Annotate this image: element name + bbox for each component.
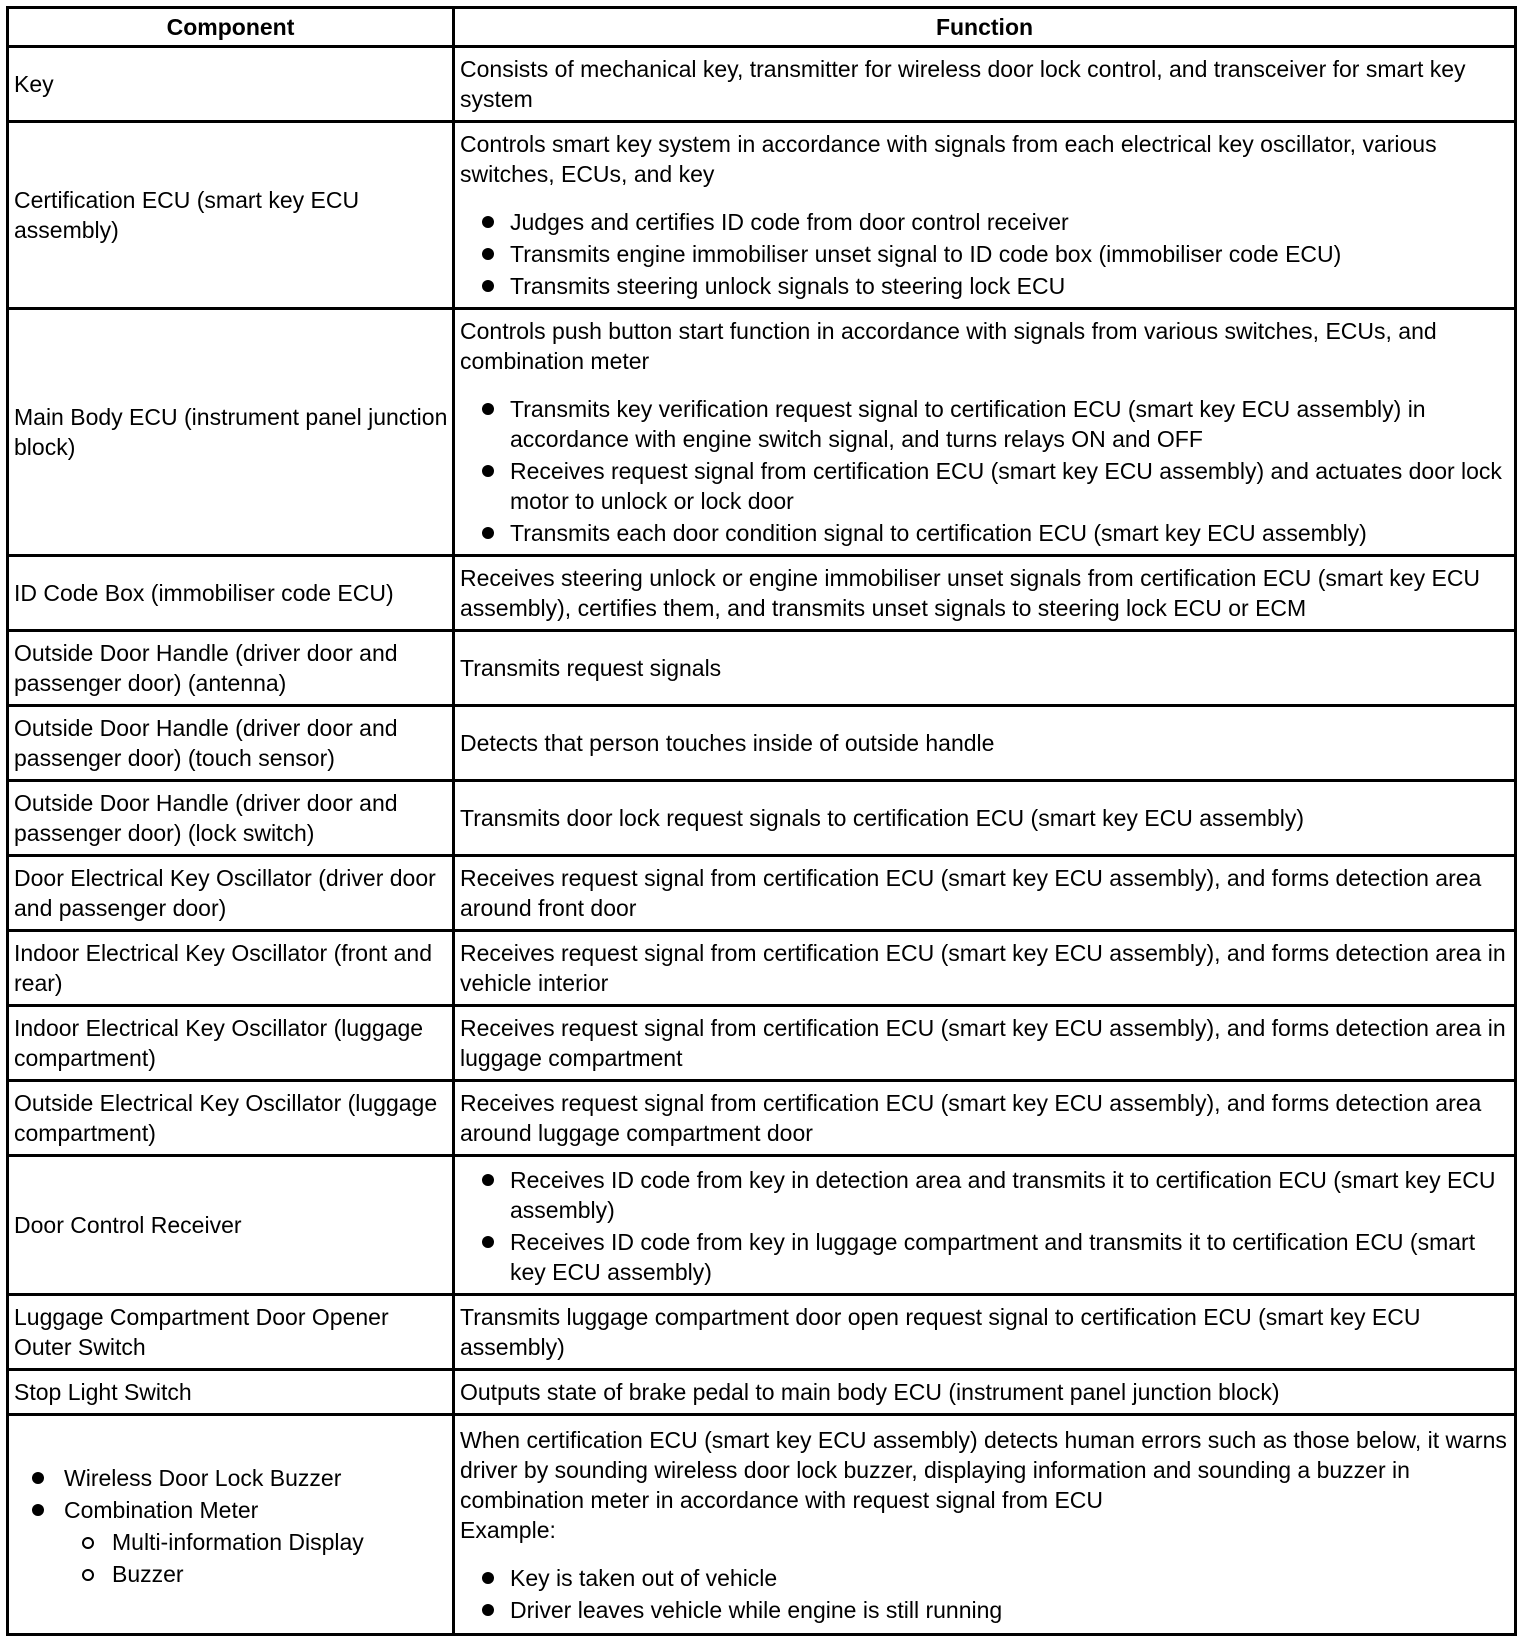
- list-item: Transmits engine immobiliser unset signal to ID code box (immobiliser code ECU): [460, 239, 1510, 269]
- list-item-label: Combination Meter: [64, 1496, 259, 1523]
- list-item: Key is taken out of vehicle: [460, 1563, 1510, 1593]
- table-header-row: [8, 8, 1516, 47]
- table-row: [8, 1295, 1516, 1370]
- function-cell: [454, 1370, 1516, 1415]
- function-text: Consists of mechanical key, transmitter for wireless door lock control, and transceiver for smart key system: [460, 56, 1466, 112]
- component-bullet-list: [14, 1463, 448, 1589]
- function-cell: [454, 706, 1516, 781]
- table-row: [8, 1081, 1516, 1156]
- component-sub-bullet-list: [64, 1527, 448, 1589]
- function-cell: [454, 781, 1516, 856]
- component-cell: Luggage Compartment Door Opener Outer Switch: [8, 1295, 454, 1370]
- component-cell: Door Electrical Key Oscillator (driver door and passenger door): [8, 856, 454, 931]
- component-cell: Certification ECU (smart key ECU assembly): [8, 122, 454, 309]
- table-row: [8, 706, 1516, 781]
- list-item: [14, 1495, 448, 1589]
- table-row: [8, 631, 1516, 706]
- list-item: Driver leaves vehicle while engine is still running: [460, 1595, 1510, 1625]
- list-item: Receives ID code from key in luggage compartment and transmits it to certification ECU (smart key ECU assembly): [460, 1227, 1510, 1287]
- function-cell: [454, 931, 1516, 1006]
- table-row: [8, 781, 1516, 856]
- table-row: [8, 1415, 1516, 1635]
- column-header-component: Component: [8, 8, 454, 47]
- function-bullet-list: [460, 394, 1510, 548]
- list-item: Judges and certifies ID code from door control receiver: [460, 207, 1510, 237]
- list-item: Transmits key verification request signal to certification ECU (smart key ECU assembly) in accordance with engine switch signal, and turns relays ON and OFF: [460, 394, 1510, 454]
- function-text: Receives request signal from certification ECU (smart key ECU assembly), and forms detection area around front door: [460, 865, 1482, 921]
- function-cell: [454, 1415, 1516, 1635]
- table-row: [8, 47, 1516, 122]
- table-row: [8, 856, 1516, 931]
- component-function-document: [6, 6, 1514, 1636]
- function-text: Receives request signal from certification ECU (smart key ECU assembly), and forms detection area in vehicle interior: [460, 940, 1506, 996]
- component-cell: Stop Light Switch: [8, 1370, 454, 1415]
- function-text: Transmits request signals: [460, 655, 722, 681]
- table-row: [8, 122, 1516, 309]
- function-text: Controls smart key system in accordance with signals from each electrical key oscillator, various switches, ECUs, and key: [460, 131, 1437, 187]
- component-function-table: [6, 6, 1517, 1636]
- function-cell: [454, 1006, 1516, 1081]
- function-text: Detects that person touches inside of outside handle: [460, 730, 995, 756]
- function-cell: [454, 631, 1516, 706]
- component-cell: Door Control Receiver: [8, 1156, 454, 1295]
- function-text: Transmits luggage compartment door open request signal to certification ECU (smart key ECU assembly): [460, 1304, 1421, 1360]
- function-bullet-list: [460, 207, 1510, 301]
- function-example-label: Example:: [460, 1516, 556, 1543]
- component-cell: Outside Door Handle (driver door and passenger door) (antenna): [8, 631, 454, 706]
- component-cell: ID Code Box (immobiliser code ECU): [8, 556, 454, 631]
- function-text: Transmits door lock request signals to certification ECU (smart key ECU assembly): [460, 805, 1305, 831]
- function-cell: [454, 309, 1516, 556]
- component-cell: Outside Electrical Key Oscillator (luggage compartment): [8, 1081, 454, 1156]
- function-bullet-list: [460, 1165, 1510, 1287]
- function-cell: [454, 856, 1516, 931]
- function-text: Receives request signal from certification ECU (smart key ECU assembly), and forms detection area in luggage compartment: [460, 1015, 1506, 1071]
- function-text: Receives request signal from certification ECU (smart key ECU assembly), and forms detection area around luggage compartment door: [460, 1090, 1482, 1146]
- list-item: Wireless Door Lock Buzzer: [14, 1463, 448, 1493]
- list-item: Receives request signal from certification ECU (smart key ECU assembly) and actuates door lock motor to unlock or lock door: [460, 456, 1510, 516]
- function-text: Receives steering unlock or engine immobiliser unset signals from certification ECU (smart key ECU assembly), certifies them, and transmits unset signals to steering lock ECU or ECM: [460, 565, 1481, 621]
- table-row: [8, 309, 1516, 556]
- table-row: [8, 1370, 1516, 1415]
- function-bullet-list: [460, 1563, 1510, 1625]
- function-cell: [454, 122, 1516, 309]
- function-cell: [454, 1295, 1516, 1370]
- component-cell: Indoor Electrical Key Oscillator (luggage compartment): [8, 1006, 454, 1081]
- function-cell: [454, 556, 1516, 631]
- list-item: Buzzer: [64, 1559, 448, 1589]
- component-cell: Key: [8, 47, 454, 122]
- list-item: Multi-information Display: [64, 1527, 448, 1557]
- function-text: When certification ECU (smart key ECU assembly) detects human errors such as those below, it warns driver by sounding wireless door lock buzzer, displaying information and sounding a buzzer in combination meter in accordance with request signal from ECU: [460, 1426, 1507, 1513]
- component-cell: Main Body ECU (instrument panel junction block): [8, 309, 454, 556]
- function-cell: [454, 1156, 1516, 1295]
- table-row: [8, 931, 1516, 1006]
- function-text: Controls push button start function in accordance with signals from various switches, ECUs, and combination meter: [460, 318, 1437, 374]
- list-item: Receives ID code from key in detection area and transmits it to certification ECU (smart key ECU assembly): [460, 1165, 1510, 1225]
- component-cell: [8, 1415, 454, 1635]
- list-item: Transmits steering unlock signals to steering lock ECU: [460, 271, 1510, 301]
- component-cell: Outside Door Handle (driver door and passenger door) (touch sensor): [8, 706, 454, 781]
- function-text: Outputs state of brake pedal to main body ECU (instrument panel junction block): [460, 1379, 1280, 1405]
- component-cell: Indoor Electrical Key Oscillator (front and rear): [8, 931, 454, 1006]
- function-cell: [454, 47, 1516, 122]
- table-row: [8, 1006, 1516, 1081]
- function-cell: [454, 1081, 1516, 1156]
- table-row: [8, 1156, 1516, 1295]
- table-row: [8, 556, 1516, 631]
- component-cell: Outside Door Handle (driver door and passenger door) (lock switch): [8, 781, 454, 856]
- column-header-function: Function: [454, 8, 1516, 47]
- list-item: Transmits each door condition signal to certification ECU (smart key ECU assembly): [460, 518, 1510, 548]
